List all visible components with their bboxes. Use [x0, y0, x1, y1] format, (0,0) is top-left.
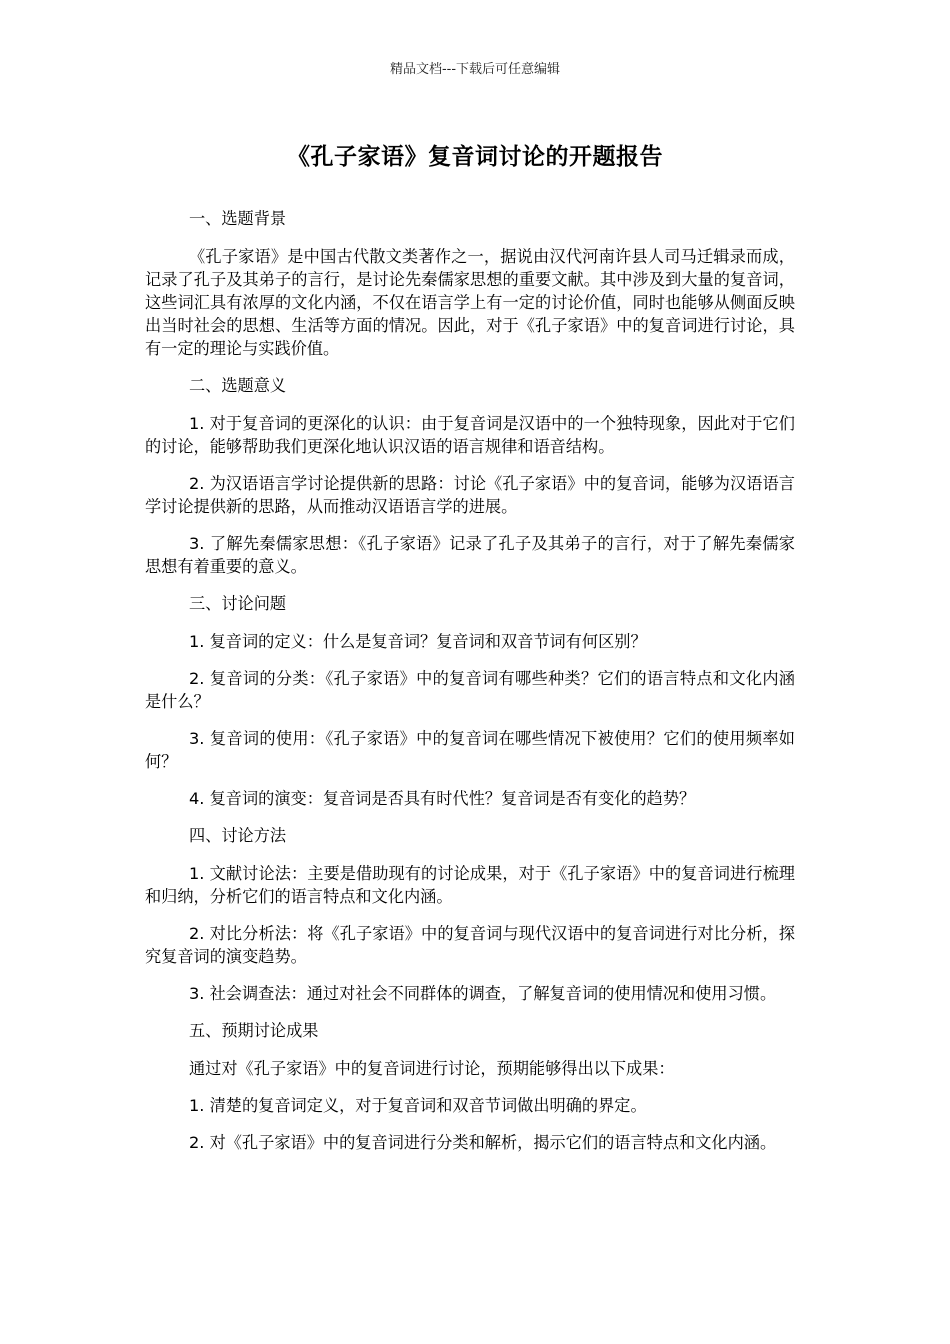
section-heading-methods: 四、讨论方法	[189, 826, 287, 845]
document-title: 《孔子家语》复音词讨论的开题报告	[287, 144, 663, 170]
paragraph-method-2: 2. 对比分析法：将《孔子家语》中的复音词与现代汉语中的复音词进行对比分析，探究复音词的演变趋势。	[145, 924, 795, 966]
paragraph-question-3: 3. 复音词的使用：《孔子家语》中的复音词在哪些情况下被使用？它们的使用频率如何？	[145, 729, 795, 771]
paragraph-significance-2: 2. 为汉语语言学讨论提供新的思路：讨论《孔子家语》中的复音词，能够为汉语语言学讨论提供新的思路，从而推动汉语语言学的进展。	[145, 474, 795, 516]
document-body	[145, 207, 795, 1168]
paragraph-question-1: 1. 复音词的定义：什么是复音词？复音词和双音节词有何区别？	[189, 632, 647, 651]
paragraph-method-1: 1. 文献讨论法：主要是借助现有的讨论成果，对于《孔子家语》中的复音词进行梳理和归纳，分析它们的语言特点和文化内涵。	[145, 864, 795, 906]
header-note: 精品文档---下载后可任意编辑	[389, 62, 561, 77]
paragraph-significance-1: 1. 对于复音词的更深化的认识：由于复音词是汉语中的一个独特现象，因此对于它们的讨论，能够帮助我们更深化地认识汉语的语言规律和语音结构。	[145, 414, 795, 456]
paragraph-question-4: 4. 复音词的演变：复音词是否具有时代性？复音词是否有变化的趋势？	[189, 789, 696, 808]
section-heading-significance: 二、选题意义	[189, 376, 287, 395]
section-heading-background: 一、选题背景	[189, 209, 287, 228]
paragraph-outcome-2: 2. 对《孔子家语》中的复音词进行分类和解析，揭示它们的语言特点和文化内涵。	[189, 1133, 777, 1152]
paragraph-question-2: 2. 复音词的分类：《孔子家语》中的复音词有哪些种类？它们的语言特点和文化内涵是什么？	[145, 669, 795, 711]
paragraph-background: 《孔子家语》是中国古代散文类著作之一，据说由汉代河南许县人司马迁辑录而成，记录了孔子及其弟子的言行，是讨论先秦儒家思想的重要文献。其中涉及到大量的复音词，这些词汇具有浓厚的文化内涵，不仅在语言学上有一定的讨论价值，同时也能够从侧面反映出当时社会的思想、生活等方面的情况。因此，对于《孔子家语》中的复音词进行讨论，具有一定的理论与实践价值。	[145, 247, 795, 358]
paragraph-significance-3: 3. 了解先秦儒家思想：《孔子家语》记录了孔子及其弟子的言行，对于了解先秦儒家思想有着重要的意义。	[145, 534, 795, 576]
paragraph-outcome-1: 1. 清楚的复音词定义，对于复音词和双音节词做出明确的界定。	[189, 1096, 647, 1115]
paragraph-outcomes-intro: 通过对《孔子家语》中的复音词进行讨论，预期能够得出以下成果：	[189, 1059, 675, 1078]
section-heading-questions: 三、讨论问题	[189, 594, 287, 613]
section-heading-outcomes: 五、预期讨论成果	[189, 1021, 319, 1040]
paragraph-method-3: 3. 社会调查法：通过对社会不同群体的调查，了解复音词的使用情况和使用习惯。	[189, 984, 777, 1003]
